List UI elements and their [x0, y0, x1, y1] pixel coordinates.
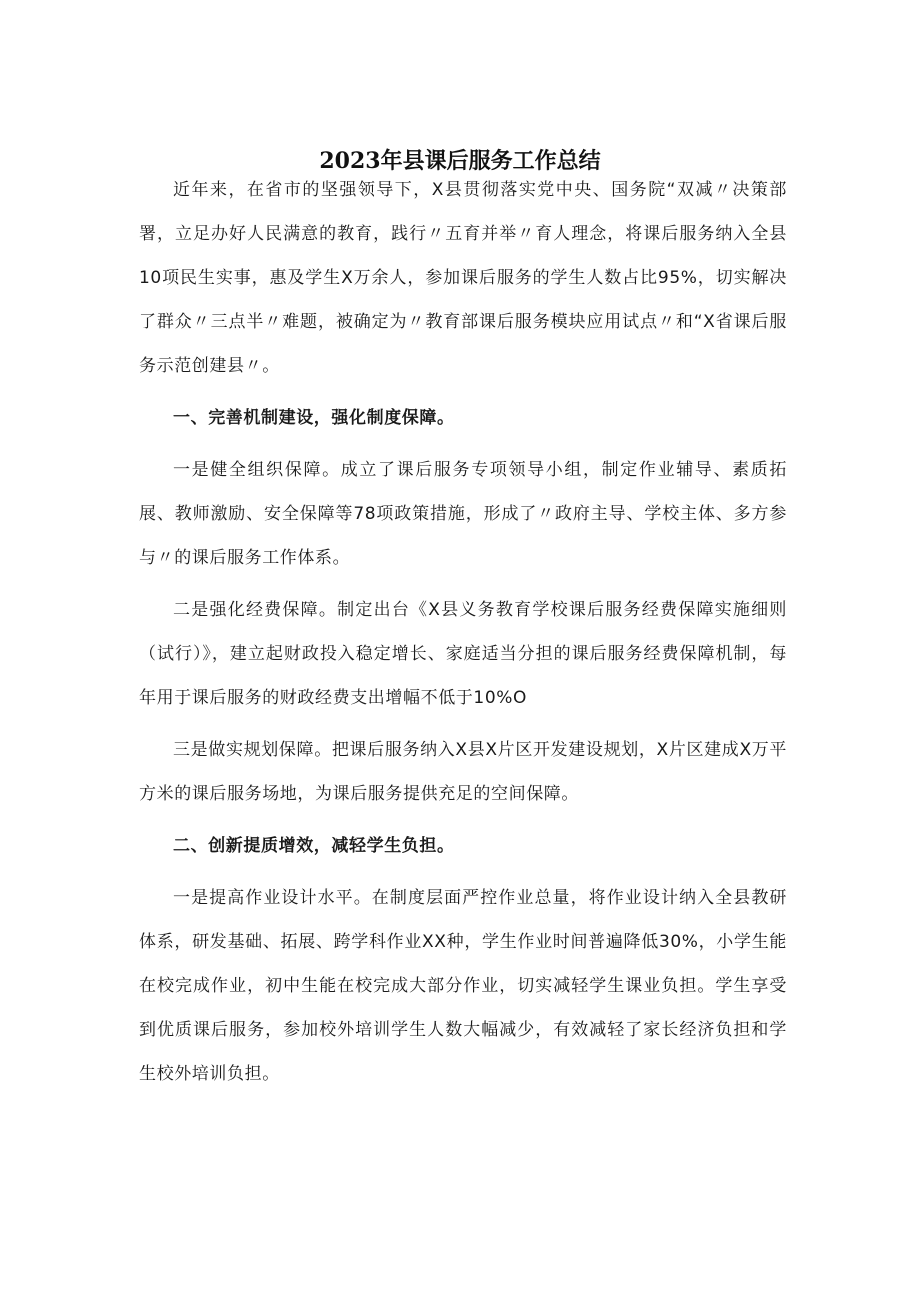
document-title: 2023年县课后服务工作总结 — [319, 148, 601, 174]
section-2-paragraph-1: 一是提高作业设计水平。在制度层面严控作业总量，将作业设计纳入全县教研体系，研发基础、拓展、跨学科作业XX种，学生作业时间普遍降低30%，小学生能在校完成作业，初中生能在校完成大部分作业，切实减轻学生课业负担。学生享受到优质课后服务，参加校外培训学生人数大幅减少，有效减轻了家长经济负担和学生校外培训负担。 — [139, 888, 787, 1084]
section-1-paragraph-1: 一是健全组织保障。成立了课后服务专项领导小组，制定作业辅导、素质拓展、教师激励、安全保障等78项政策措施，形成了〃政府主导、学校主体、多方参与〃的课后服务工作体系。 — [139, 460, 787, 568]
section-1-paragraph-3: 三是做实规划保障。把课后服务纳入X县X片区开发建设规划，X片区建成X万平方米的课后服务场地，为课后服务提供充足的空间保障。 — [139, 740, 787, 804]
section-heading-2: 二、创新提质增效，减轻学生负担。 — [173, 836, 455, 856]
intro-paragraph: 近年来，在省市的坚强领导下，X县贯彻落实党中央、国务院“双减〃决策部署，立足办好人民满意的教育，践行〃五育并举〃育人理念，将课后服务纳入全县10项民生实事，惠及学生X万余人，参加课后服务的学生人数占比95%，切实解决了群众〃三点半〃难题，被确定为〃教育部课后服务模块应用试点〃和“X省课后服务示范创建县〃。 — [139, 180, 787, 376]
section-1-paragraph-2: 二是强化经费保障。制定出台《X县义务教育学校课后服务经费保障实施细则（试行）》，建立起财政投入稳定增长、家庭适当分担的课后服务经费保障机制，每年用于课后服务的财政经费支出增幅不低于10%O — [139, 600, 787, 708]
section-heading-1: 一、完善机制建设，强化制度保障。 — [173, 408, 455, 428]
document-body — [139, 168, 787, 1096]
